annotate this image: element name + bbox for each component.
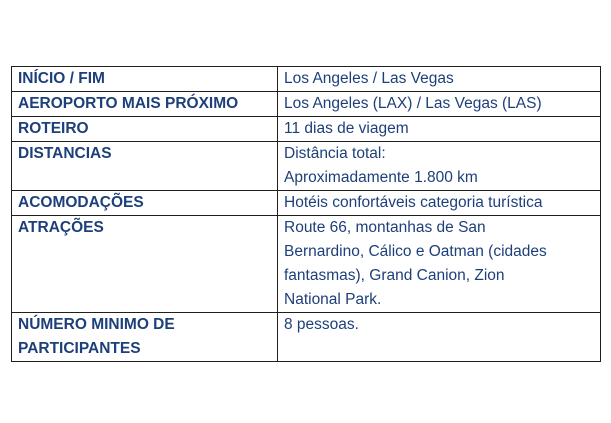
table-row [12, 313, 601, 362]
table-row [12, 142, 601, 191]
row-label-atracoes: ATRAÇÕES [12, 216, 278, 313]
row-value-participantes: 8 pessoas. [278, 313, 601, 362]
row-value-distancias [278, 142, 601, 191]
label-line: NÚMERO MINIMO DE [18, 316, 175, 333]
label-line: PARTICIPANTES [18, 340, 141, 357]
row-label-distancias: DISTANCIAS [12, 142, 278, 191]
trip-info-table [11, 66, 601, 362]
table-row [12, 191, 601, 216]
row-label-roteiro: ROTEIRO [12, 117, 278, 142]
value-line: Aproximadamente 1.800 km [284, 169, 478, 186]
value-line: fantasmas), Grand Canion, Zion [284, 267, 505, 284]
value-line: National Park. [284, 291, 382, 308]
table-row [12, 67, 601, 92]
row-label-acomodacoes: ACOMODAÇÕES [12, 191, 278, 216]
value-line: Distância total: [284, 145, 386, 162]
table-row [12, 117, 601, 142]
row-value-roteiro: 11 dias de viagem [278, 117, 601, 142]
row-value-acomodacoes: Hotéis confortáveis categoria turística [278, 191, 601, 216]
value-line: Route 66, montanhas de San [284, 219, 486, 236]
row-value-aeroporto: Los Angeles (LAX) / Las Vegas (LAS) [278, 92, 601, 117]
table-row [12, 216, 601, 313]
row-value-inicio-fim: Los Angeles / Las Vegas [278, 67, 601, 92]
value-line: Bernardino, Cálico e Oatman (cidades [284, 243, 547, 260]
row-label-participantes [12, 313, 278, 362]
table-row [12, 92, 601, 117]
row-label-aeroporto: AEROPORTO MAIS PRÓXIMO [12, 92, 278, 117]
row-label-inicio-fim: INÍCIO / FIM [12, 67, 278, 92]
row-value-atracoes [278, 216, 601, 313]
